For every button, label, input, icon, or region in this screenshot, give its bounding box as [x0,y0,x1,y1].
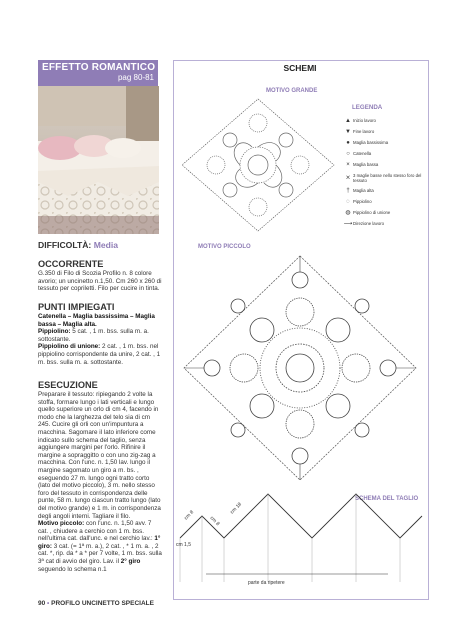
cross-cluster-icon: ⨯ [345,175,351,181]
instructions-heading: ESECUZIONE [38,380,98,390]
round2-text: seguendo lo schema n.1 [38,565,107,573]
small-motif-text: con l'unc. n. 1,50 avv. 7 cat. , chiudere a cerchio con 1 m. bss. nell'ultima cat. dall'unc. e nel cerchio lav.: [38,520,153,543]
round2-label: 2° giro [120,558,141,566]
legend-label: Direzione lavoro [353,221,385,226]
stitches-list: Catenella – Maglia bassissima – Maglia bassa – Maglia alta. [38,313,155,328]
repeat-section-label: parte da ripetere [248,580,285,586]
join-picot-text: 2 cat. , 1 m. bss. nel pippiolino corrispondente da unire, 2 cat. , 1 m. bss. sulla m. a. sottostante. [38,343,161,366]
legend-item [343,148,423,159]
legend-item [343,170,423,185]
legend-label: 3 maglie basse nello stesso foro del tessuto [353,172,422,183]
cut-label-cm8: cm 8 [183,509,196,522]
large-motif-diagram [178,95,338,235]
difficulty-line [38,240,118,250]
page-footer [38,600,154,607]
start-arrow-icon: ▲ [345,117,351,124]
bedspread-photo [38,86,159,234]
page-number: 90 [38,600,46,607]
small-motif-label: MOTIVO PICCOLO [198,244,251,250]
small-motif-diagram [180,252,420,484]
legend-item [343,115,423,126]
legend-label: Catenella [353,151,372,156]
cut-label-cm18: cm 18 [229,501,244,516]
round1-text: 3 cat. (= 1ª m. a.), 2 cat. , * 1 m. a. , 2 cat. *, rip. da * a * per 7 volte, 1 m. bss. sulla 3ª cat di avvio del giro. Lav. il [38,542,162,566]
legend-item [343,218,423,229]
legend-item [343,159,423,170]
instructions-body: Preparare il tessuto: ripiegando 2 volte la stoffa, formare lungo i lati verticali e lungo quello superiore un orlo di cm 4, facendo in modo che la larghezza del telo sia di cm 245. Cucire gli orli con un'impuntura a macchina. Sagomare il lato inferiore come indicato sullo schema del taglio, senza aggiungere margini per l'orlo. Rifinire il margine a sopraggitto o con uno zig-zag a macchina. Con l'unc. n. 1,50 lav. lungo il margine sagomato un giro a m. bs. , eseguendo 27 m. lungo ogni tratto corto (lato del motivo piccolo), 3 m. nello stesso foro del tessuto in corrispondenza delle punte, 58 m. lungo ciascun tratto lungo (lato del motivo grande) e 1 m. in corrispondenza degli angoli interni. Tagliare il filo. [38,391,161,520]
small-motif-label: Motivo piccolo: [38,520,85,528]
materials-text: G.350 di Filo di Scozia Profilo n. 8 colore avorio; un uncinetto n.1,50. Cm 260 x 260 di tessuto per copriletti. Filo per cucire in tinta. [38,270,162,293]
direction-arrow-icon: ⟶ [343,221,353,227]
difficulty-label: DIFFICOLTÀ: [38,240,92,250]
oval-icon: ○ [346,150,350,157]
instructions-text [38,391,162,573]
legend-item [343,185,423,196]
end-arrow-icon: ▼ [345,128,351,135]
legend [343,115,423,229]
article-title-bar [38,60,158,86]
page-reference: pag 80-81 [117,73,154,82]
schemes-title: SCHEMI [283,63,317,73]
cut-scheme-diagram [176,490,426,590]
legend-label: Inizio lavoro [353,118,376,123]
legend-title: LEGENDA [352,104,383,111]
cut-scheme-label: SCHEMA DEL TAGLIO [355,496,419,502]
legend-item [343,196,423,207]
difficulty-level: Media [93,240,119,250]
legend-label: Maglia alta [353,188,374,193]
footer-separator: • [47,600,50,607]
tall-stitch-icon: † [346,187,350,194]
legend-item [343,137,423,148]
pippiolino-label: Pippiolino: [38,328,71,336]
loop-icon: ◌ [346,198,350,205]
legend-label: Maglia bassa [353,162,379,167]
legend-item [343,207,423,218]
cross-icon: × [346,161,350,168]
round1-label: 1° giro: [38,535,161,550]
stitches-text [38,313,162,366]
cut-label-cm8-b: cm 8 [208,515,221,528]
materials-heading: OCCORRENTE [38,259,104,269]
cut-label-cm15: cm 1,5 [176,542,192,548]
join-loop-icon: ◍ [345,210,351,216]
pippiolino-text: 5 cat. , 1 m. bss. sulla m. a. sottostante. [38,328,149,343]
dot-icon: ● [346,139,350,146]
join-picot-label: Pippiolino di unione: [38,343,101,351]
legend-label: Pippiolino di unione [353,210,391,215]
legend-item [343,126,423,137]
article-title: EFFETTO ROMANTICO [42,62,156,73]
large-motif-label: MOTIVO GRANDE [266,88,318,94]
legend-label: Maglia bassissima [353,140,389,145]
legend-label: Pippiolino [353,199,372,204]
legend-label: Fine lavoro [353,129,375,134]
stitches-heading: PUNTI IMPIEGATI [38,302,115,312]
magazine-name: PROFILO UNCINETTO SPECIALE [51,600,154,607]
